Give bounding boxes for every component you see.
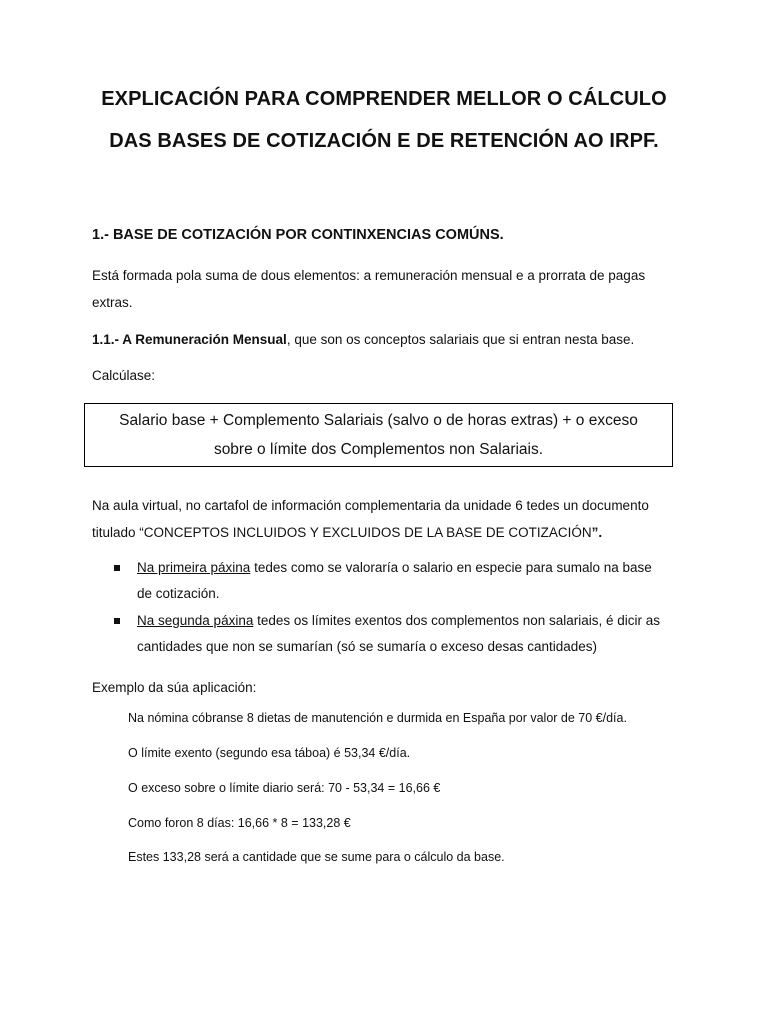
bullet-underlined-text: Na primeira páxina [137, 560, 251, 575]
document-title-line-1: EXPLICACIÓN PARA COMPRENDER MELLOR O CÁLCULO [101, 88, 667, 110]
document-title-line-2: DAS BASES DE COTIZACIÓN E DE RETENCIÓN AO IRPF. [109, 130, 659, 152]
formula-line-1: Salario base + Complemento Salariais (salvo o de horas extras) + o exceso [119, 412, 638, 429]
calc-label: Calcúlase: [92, 368, 156, 383]
example-line: Como foron 8 días: 16,66 * 8 = 133,28 € [128, 816, 351, 830]
square-bullet-icon [114, 618, 120, 624]
aula-quote-end: ”. [591, 525, 603, 540]
list-item [0, 555, 667, 607]
remuneration-paragraph [92, 326, 672, 353]
intro-paragraph: Está formada pola suma de dous elementos: a remuneración mensual e a prorrata de pagas extras. [92, 268, 646, 310]
formula-line-2: sobre o límite dos Complementos non Salariais. [213, 441, 544, 458]
bullet-text: tedes os límites exentos dos complementos non salariais, é dicir as cantidades que non se sumarían (só se sumaría o exceso desas cantidades) [137, 613, 661, 654]
bullet-text: tedes como se valoraría o salario en especie para sumalo na base de cotización. [137, 560, 652, 601]
bullet-underlined-text: Na segunda páxina [137, 613, 254, 628]
list-item [0, 608, 667, 660]
example-line: Na nómina cóbranse 8 dietas de manutención e durmida en España por valor de 70 €/día. [128, 711, 627, 725]
remuneration-description: , que son os conceptos salariais que si entran nesta base. [286, 332, 635, 347]
aula-paragraph [92, 492, 672, 546]
example-line: O límite exento (segundo esa táboa) é 53,34 €/día. [128, 746, 411, 760]
example-line: Estes 133,28 será a cantidade que se sume para o cálculo da base. [128, 850, 505, 864]
section-heading: 1.- BASE DE COTIZACIÓN POR CONTINXENCIAS COMÚNS. [92, 227, 504, 243]
formula-box [84, 403, 673, 467]
remuneration-subheading: 1.1.- A Remuneración Mensual [92, 332, 287, 347]
example-line: O exceso sobre o límite diario será: 70 - 53,34 = 16,66 € [128, 781, 441, 795]
square-bullet-icon [114, 565, 120, 571]
example-label: Exemplo da súa aplicación: [92, 680, 257, 695]
aula-text: Na aula virtual, no cartafol de información complementaria da unidade 6 tedes un documento titulado “CONCEPTOS INCLUIDOS Y EXCLUIDOS DE LA BASE DE COTIZACIÓN [92, 498, 649, 540]
bullet-list [0, 555, 768, 660]
